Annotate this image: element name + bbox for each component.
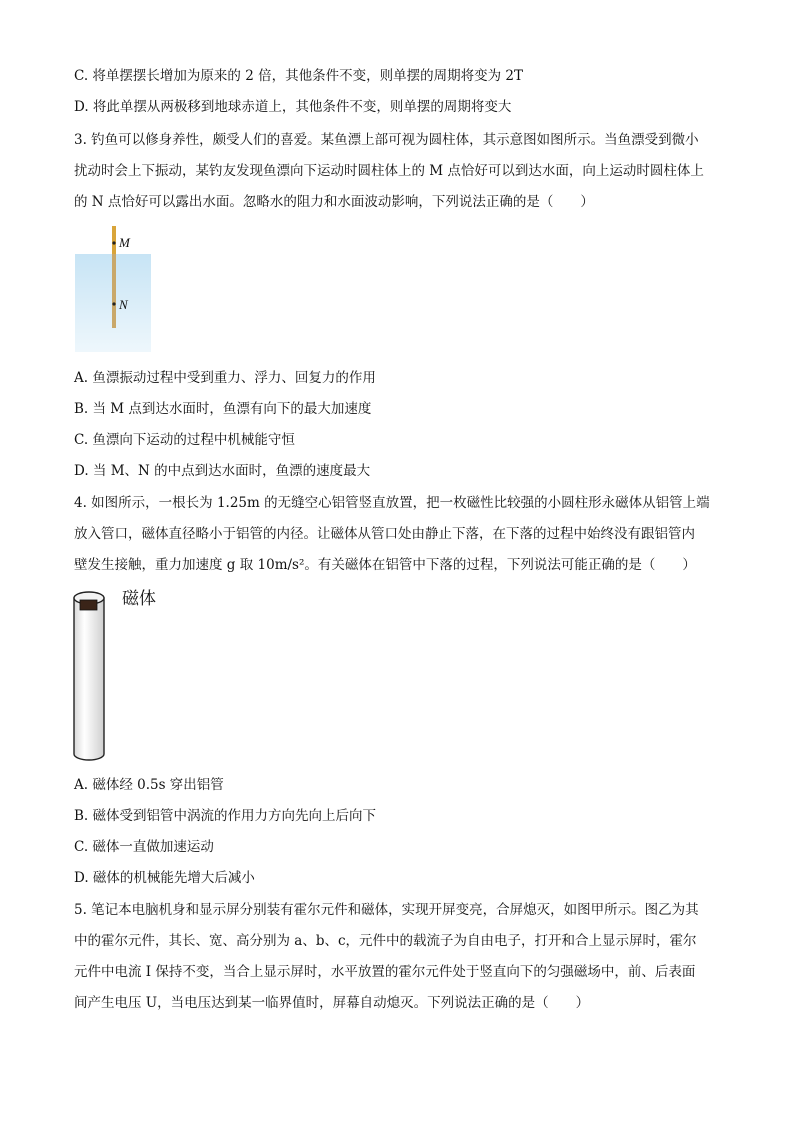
point-n-dot bbox=[112, 302, 115, 305]
point-n-label: N bbox=[119, 297, 128, 312]
q3-option-a: A. 鱼漂振动过程中受到重力、浮力、回复力的作用 bbox=[74, 370, 376, 386]
float-body bbox=[112, 254, 116, 328]
q5-stem-line: 中的霍尔元件，其长、宽、高分别为 a、b、c，元件中的载流子为自由电子，打开和合上显示屏时，霍尔 bbox=[74, 933, 697, 949]
fishing-float-figure bbox=[72, 224, 154, 352]
q3-option-c: C. 鱼漂向下运动的过程中机械能守恒 bbox=[74, 432, 295, 448]
q5-stem-line: 间产生电压 U，当电压达到某一临界值时，屏幕自动熄灭。下列说法正确的是（ ） bbox=[74, 995, 590, 1011]
q3-option-d: D. 当 M、N 的中点到达水面时，鱼漂的速度最大 bbox=[74, 463, 371, 479]
q4-stem-line: 放入管口，磁体直径略小于铝管的内径。让磁体从管口处由静止下落，在下落的过程中始终没有跟铝管内 bbox=[74, 526, 695, 542]
point-m-label: M bbox=[119, 235, 130, 250]
q5-stem bbox=[74, 895, 724, 1019]
q4-stem-line: 4. 如图所示，一根长为 1.25m 的无缝空心铝管竖直放置，把一枚磁性比较强的小圆柱形永磁体从铝管上端 bbox=[74, 495, 710, 511]
q4-stem-line: 壁发生接触，重力加速度 g 取 10m/s²。有关磁体在铝管中下落的过程，下列说法可能正确的是（ ） bbox=[74, 557, 696, 573]
q3-option-b: B. 当 M 点到达水面时，鱼漂有向下的最大加速度 bbox=[74, 401, 372, 417]
q3-stem-line: 的 N 点恰好可以露出水面。忽略水的阻力和水面波动影响，下列说法正确的是（ ） bbox=[74, 194, 594, 210]
q2-option-d: D. 将此单摆从两极移到地球赤道上，其他条件不变，则单摆的周期将变大 bbox=[74, 99, 512, 115]
q3-stem-line: 3. 钓鱼可以修身养性，颇受人们的喜爱。某鱼漂上部可视为圆柱体，其示意图如图所示。当鱼漂受到微小 bbox=[74, 132, 699, 148]
q3-stem-line: 扰动时会上下振动，某钓友发现鱼漂向下运动时圆柱体上的 M 点恰好可以到达水面，向上运动时圆柱体上 bbox=[74, 163, 704, 179]
q4-stem bbox=[74, 488, 724, 581]
magnet-label: 磁体 bbox=[122, 589, 156, 608]
q4-option-a: A. 磁体经 0.5s 穿出铝管 bbox=[74, 777, 224, 793]
q5-stem-line: 元件中电流 I 保持不变，当合上显示屏时，水平放置的霍尔元件处于竖直向下的匀强磁场中，前、后表面 bbox=[74, 964, 696, 980]
q5-stem-line: 5. 笔记本电脑机身和显示屏分别装有霍尔元件和磁体，实现开屏变亮，合屏熄灭，如图甲所示。图乙为其 bbox=[74, 902, 699, 918]
tube-body bbox=[74, 598, 104, 760]
aluminum-tube-figure bbox=[70, 584, 170, 766]
magnet-block bbox=[80, 600, 97, 610]
float-top bbox=[112, 226, 116, 254]
q4-option-b: B. 磁体受到铝管中涡流的作用力方向先向上后向下 bbox=[74, 808, 377, 824]
q2-option-c: C. 将单摆摆长增加为原来的 2 倍，其他条件不变，则单摆的周期将变为 2T bbox=[74, 68, 523, 84]
q4-option-d: D. 磁体的机械能先增大后减小 bbox=[74, 870, 255, 886]
q3-stem bbox=[74, 125, 724, 218]
point-m-dot bbox=[112, 241, 115, 244]
q4-option-c: C. 磁体一直做加速运动 bbox=[74, 839, 214, 855]
